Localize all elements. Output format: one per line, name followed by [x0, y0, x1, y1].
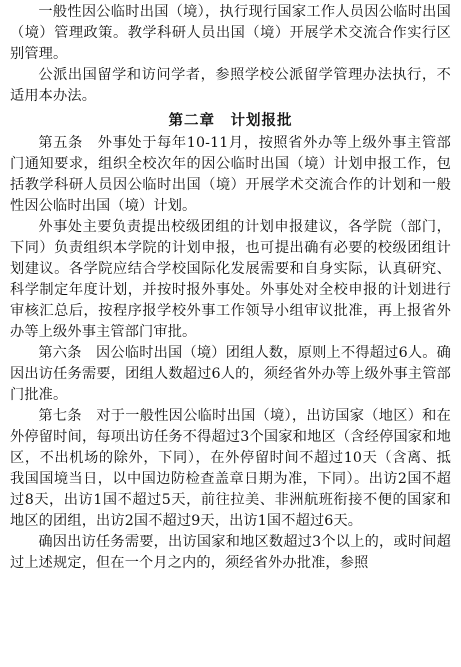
paragraph-management-policy: 一般性因公临时出国（境），执行现行国家工作人员因公临时出国（境）管理政策。教学科研人员出国（境）开展学术交流合作实行区别管理。 — [10, 4, 451, 62]
article-7: 第七条 对于一般性因公临时出国（境），出访国家（地区）和在外停留时间，每项出访任务不得超过3个国家和地区（含经停国家和地区，不出机场的除外，下同），在外停留时间不超过10天（含离、抵我国国境当日，以中国边防检查盖章日期为准，下同）。出访2国不超过8天，出访1国不超过5天，前往拉美、非洲航班衔接不便的国家和地区的团组，出访2国不超过9天，出访1国不超过6天。 — [10, 408, 451, 529]
article-6: 第六条 因公临时出国（境）团组人数，原则上不得超过6人。确因出访任务需要，团组人数超过6人的，须经省外办等上级外事主管部门批准。 — [10, 345, 451, 403]
paragraph-study-abroad: 公派出国留学和访问学者，参照学校公派留学管理办法执行，不适用本办法。 — [10, 67, 451, 104]
chapter-heading: 第二章 计划报批 — [168, 113, 293, 129]
article-5-paragraph-2: 外事处主要负责提出校级团组的计划申报建议，各学院（部门，下同）负责组织本学院的计划申报，也可提出确有必要的校级团组计划建议。各学院应结合学校国际化发展需要和自身实际，认真研究、科学制定年度计划，并按时报外事处。外事处对全校申报的计划进行审核汇总后，按程序报学校外事工作领导小组审议批准，再上报省外办等上级外事主管部门审批。 — [10, 219, 451, 340]
article-7-paragraph-2: 确因出访任务需要，出访国家和地区数超过3个以上的，或时间超过上述规定，但在一个月之内的，须经省外办批准，参照 — [10, 534, 451, 571]
article-5: 第五条 外事处于每年10-11月，按照省外办等上级外事主管部门通知要求，组织全校次年的因公临时出国（境）计划申报工作，包括教学科研人员因公临时出国（境）开展学术交流合作的计划和一般性因公临时出国（境）计划。 — [10, 135, 451, 214]
